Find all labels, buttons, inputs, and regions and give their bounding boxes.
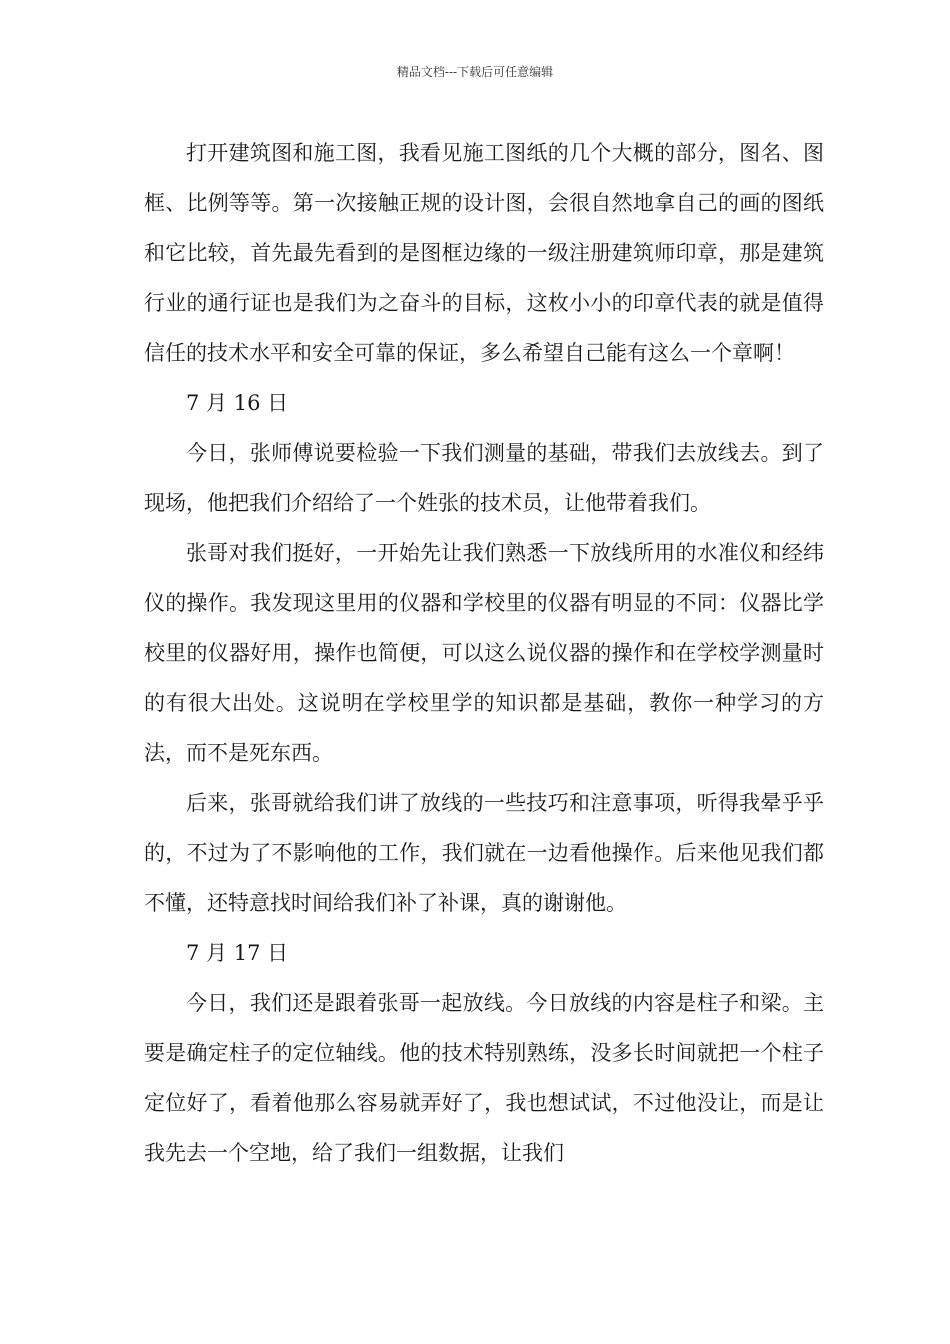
paragraph-instruments: 张哥对我们挺好，一开始先让我们熟悉一下放线所用的水准仪和经纬仪的操作。我发现这里用的仪器和学校里的仪器有明显的不同：仪器比学校里的仪器好用，操作也简便，可以这么说仪器的操作和在学校学测量时的有很大出处。这说明在学校里学的知识都是基础，教你一种学习的方法，而不是死东西。 [144, 541, 824, 765]
date-heading-july-17: 7 月 17 日 [186, 941, 289, 965]
page-header: 精品文档---下载后可任意编辑 [396, 65, 554, 79]
date-heading-july-16: 7 月 16 日 [186, 391, 289, 415]
paragraph-techniques: 后来，张哥就给我们讲了放线的一些技巧和注意事项，听得我晕乎乎的，不过为了不影响他的工作，我们就在一边看他操作。后来他见我们都不懂，还特意找时间给我们补了补课，真的谢谢他。 [144, 791, 824, 915]
paragraph-site-visit: 今日，张师傅说要检验一下我们测量的基础，带我们去放线去。到了现场，他把我们介绍给了一个姓张的技术员，让他带着我们。 [144, 441, 824, 515]
document-body [144, 128, 824, 1178]
paragraph-drawings: 打开建筑图和施工图，我看见施工图纸的几个大概的部分，图名、图框、比例等等。第一次接触正规的设计图，会很自然地拿自己的画的图纸和它比较，首先最先看到的是图框边缘的一级注册建筑师印章，那是建筑行业的通行证也是我们为之奋斗的目标，这枚小小的印章代表的就是值得信任的技术水平和安全可靠的保证，多么希望自己能有这么一个章啊！ [144, 141, 824, 365]
paragraph-columns-beams: 今日，我们还是跟着张哥一起放线。今日放线的内容是柱子和梁。主要是确定柱子的定位轴线。他的技术特别熟练，没多长时间就把一个柱子定位好了，看着他那么容易就弄好了，我也想试试，不过他没让，而是让我先去一个空地，给了我们一组数据，让我们 [144, 991, 824, 1165]
